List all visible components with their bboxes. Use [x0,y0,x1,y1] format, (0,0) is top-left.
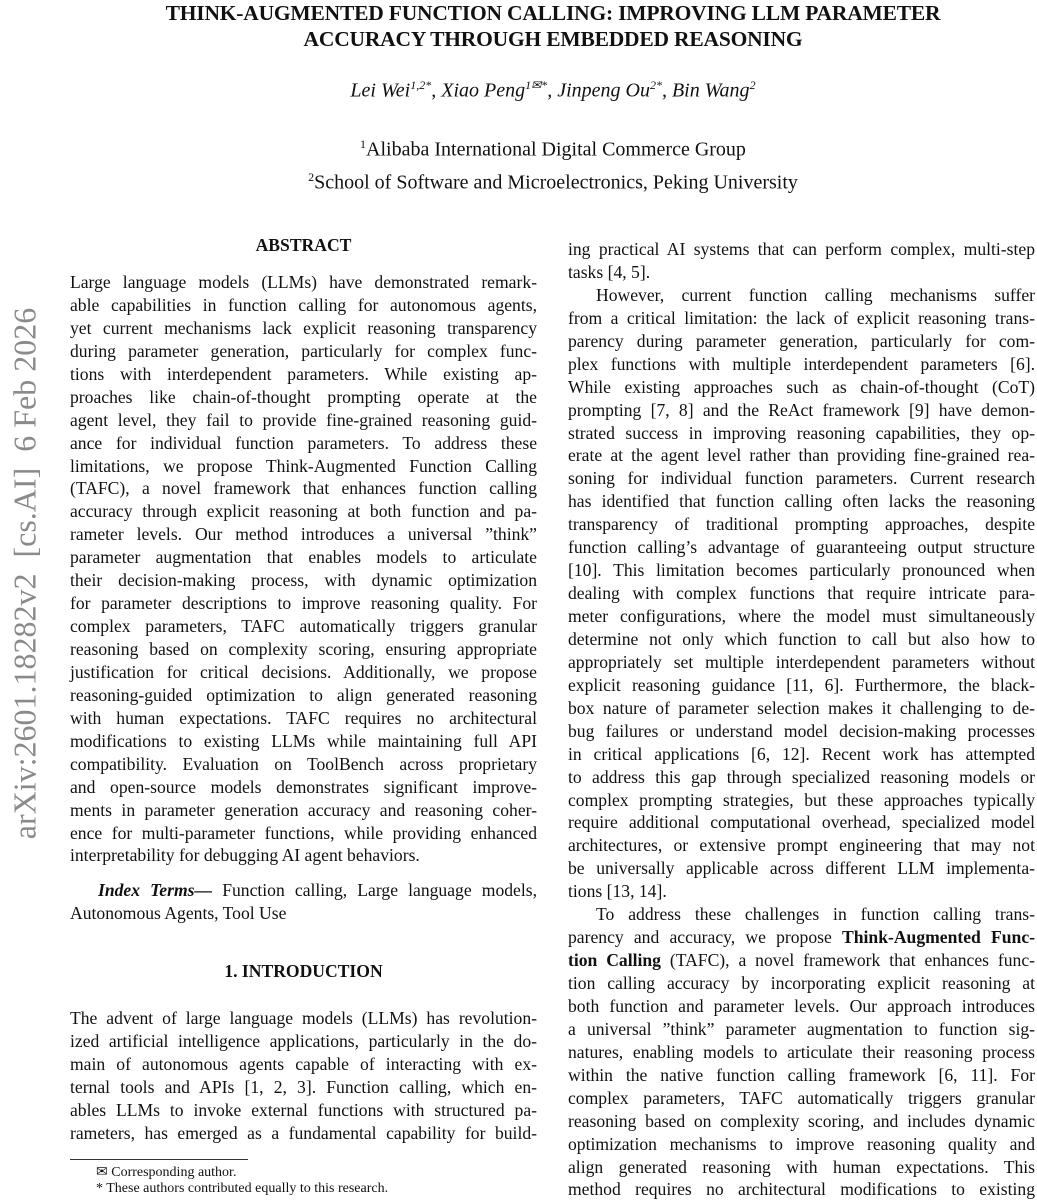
title-line: ACCURACY THROUGH EMBEDDED REASONING [303,27,803,51]
text-line: However, current function calling mechanisms suffer [596,284,1035,305]
index-terms-text: Function calling, Large language models, [222,880,537,900]
text-line [568,949,1035,972]
affil-number: 2 [308,169,315,184]
author-name: Jinpeng Ou [557,79,650,102]
text-line: reasoning based on complexity scoring, ensuring appropriate [70,639,537,659]
author-affil: 2 [749,78,756,92]
affiliation [70,131,1036,164]
text-line: proaches like chain-of-thought prompting operate at the [70,386,537,407]
text-line: accuracy through explicit reasoning at both function and pa- [70,501,537,522]
footnote-corresponding: ✉ Corresponding author. [96,1165,237,1180]
text-line: determine not only which function to call but also how to [568,628,1035,649]
text-line: To address these challenges in function calling trans- [596,904,1035,925]
author-name: Lei Wei [350,79,411,102]
text-line: parency during parameter generation, particularly for com- [568,330,1035,351]
abstract-heading: ABSTRACT [255,235,352,255]
text-line: While existing approaches such as chain-of-thought (CoT) [568,376,1035,397]
text-line: optimization mechanisms to improve reasoning quality and [568,1133,1035,1154]
text-line: require additional computational overhead, specialized model [568,812,1035,833]
paper-title [70,0,1036,52]
text-line: compatibility. Evaluation on ToolBench across proprietary [70,753,537,774]
text-line: reasoning based on complexity scoring, and includes dynamic [568,1110,1035,1131]
affil-name: Alibaba International Digital Commerce Group [366,138,746,161]
text-line: complex parameters, TAFC automatically triggers granular [568,1087,1035,1108]
affiliation [70,164,1036,197]
text-line: soning for individual function parameters. Current research [568,468,1035,489]
text-line: and open-source models demonstrates significant improve- [70,776,537,797]
text-line: method requires no architectural modifications to existing [568,1179,1035,1200]
text-line [568,926,1035,949]
affiliations [70,131,1036,196]
author-name: Xiao Peng [441,79,526,102]
text-line: prompting [7, 8] and the ReAct framework [9] have demon- [568,399,1035,420]
text-segment: (TAFC), a novel framework that enhances func- [660,950,1035,971]
author-name: Bin Wang [671,79,750,102]
text-line: appropriately set multiple interdependent parameters without [568,651,1035,672]
footnote-equal: * These authors contributed equally to this research. [96,1181,389,1196]
intro-right-body [568,238,1035,1201]
text-line: ing practical AI systems that can perform complex, multi-step [568,239,1035,259]
index-terms-label: Index Terms— [98,880,213,900]
text-line: (TAFC), a novel framework that enhances function calling [70,478,537,499]
text-line: ternal tools and APIs [1, 2, 3]. Function calling, which en- [70,1076,537,1097]
text-line: reasoning-guided optimization to align generated reasoning [70,684,537,705]
text-line: complex prompting strategies, but these approaches typically [568,789,1035,810]
text-line: within the native function calling framework [6, 11]. For [568,1064,1035,1085]
text-line: The advent of large language models (LLMs) has revolution- [70,1008,537,1028]
text-line: to address this gap through specialized reasoning models or [568,766,1035,787]
text-line: erate at the agent level rather than providing fine-grained rea- [568,445,1035,466]
index-terms-line: Autonomous Agents, Tool Use [70,902,287,923]
text-line: tasks [4, 5]. [568,261,651,282]
arxiv-stamp: arXiv:2601.18282v2 [cs.AI] 6 Feb 2026 [6,307,43,840]
text-line: yet current mechanisms lack explicit reasoning transparency [70,317,537,338]
text-line: explicit reasoning guidance [11, 6]. Furthermore, the black- [568,674,1035,695]
text-line: ance for individual function parameters. To address these [70,432,537,453]
text-line: bug failures or understand model decision-making processes [568,720,1035,741]
text-line: interpretability for debugging AI agent behaviors. [70,845,420,866]
bold-term: Think-Augmented Func- [842,927,1035,948]
affil-number: 1 [360,137,367,151]
text-line: rameters, has emerged as a fundamental capability for build- [70,1122,537,1143]
text-line: a universal ”think” parameter augmentation to function sig- [568,1018,1035,1039]
text-line: ence for multi-parameter functions, while providing enhanced [70,822,537,843]
text-line: justification for critical decisions. Additionally, we propose [70,661,537,682]
text-line: [10]. This limitation becomes particularly pronounced when [568,560,1035,581]
text-line: limitations, we propose Think-Augmented Function Calling [70,455,537,476]
index-terms [70,879,537,925]
text-line: be universally applicable across different LLM implementa- [568,858,1035,879]
text-line: transparency of traditional prompting approaches, despite [568,514,1035,535]
text-line: natures, enabling models to articulate their reasoning process [568,1041,1035,1062]
text-line: strated success in improving reasoning capabilities, they op- [568,422,1035,443]
intro-heading: 1. INTRODUCTION [224,961,383,981]
text-line: has identified that function calling often lacks the reasoning [568,491,1035,512]
text-line: in critical applications [6, 12]. Recent work has attempted [568,743,1035,764]
text-line: meter configurations, where the model must simultaneously [568,606,1035,626]
text-line: box nature of parameter selection makes it challenging to de- [568,697,1035,718]
text-line: plex functions with multiple interdependent parameters [6]. [568,353,1035,374]
intro-left-body [70,1007,537,1145]
bold-term: tion Calling [568,950,661,971]
abstract-body [70,271,537,867]
text-line: from a critical limitation: the lack of explicit reasoning trans- [568,307,1035,328]
text-line: tions [13, 14]. [568,881,667,902]
text-line: their decision-making process, with dynamic optimization [70,570,537,591]
title-line: THINK-AUGMENTED FUNCTION CALLING: IMPROVING LLM PARAMETER [165,1,941,25]
text-line: architectures, or extensive prompt engineering that may not [568,835,1035,856]
text-line: complex parameters, TAFC automatically triggers granular [70,616,537,637]
text-line: main of autonomous agents capable of interacting with ex- [70,1053,537,1074]
text-line: during parameter generation, particularly for complex func- [70,340,537,361]
text-line: with human expectations. TAFC requires no architectural [70,707,537,728]
text-line: parameter augmentation that enables models to articulate [70,547,537,568]
text-line: Large language models (LLMs) have demonstrated remark- [70,272,537,292]
text-line: able capabilities in function calling for autonomous agents, [70,294,537,315]
text-line: function calling’s advantage of guaranteeing output structure [568,537,1035,558]
index-terms-line [70,879,537,902]
author-list: Lei Wei$^{1,2*}$, Xiao Peng$^{1✉*}$, Jinpeng $Ou^{2*}$, Bin Wang$^2$ [350,78,756,102]
text-line: agent level, they fail to provide fine-grained reasoning guid- [70,409,537,430]
author-affil: 1,2* [410,78,432,92]
text-line: tions with interdependent parameters. While existing ap- [70,363,537,384]
text-line: modifications to existing LLMs while maintaining full API [70,730,537,751]
author-affil: 2* [649,78,662,92]
text-line: ables LLMs to invoke external functions with structured pa- [70,1099,537,1120]
text-segment: parency and accuracy, we propose [568,927,842,948]
text-line: dealing with complex functions that require intricate para- [568,583,1035,604]
text-line: both function and parameter levels. Our approach introduces [568,995,1035,1016]
text-line: tion calling accuracy by incorporating explicit reasoning at [568,973,1035,993]
author-affil: 1✉* [525,78,548,92]
text-line: rameter levels. Our method introduces a universal ”think” [70,524,537,545]
text-line: align generated reasoning with human expectations. This [568,1156,1035,1177]
text-line: for parameter descriptions to improve reasoning quality. For [70,593,537,614]
text-line: ized artificial intelligence applications, particularly in the do- [70,1030,537,1051]
affil-name: School of Software and Microelectronics, Peking University [314,171,798,194]
footnote-rule [70,1159,248,1160]
text-line: ments in parameter generation accuracy and reasoning coher- [70,799,537,820]
